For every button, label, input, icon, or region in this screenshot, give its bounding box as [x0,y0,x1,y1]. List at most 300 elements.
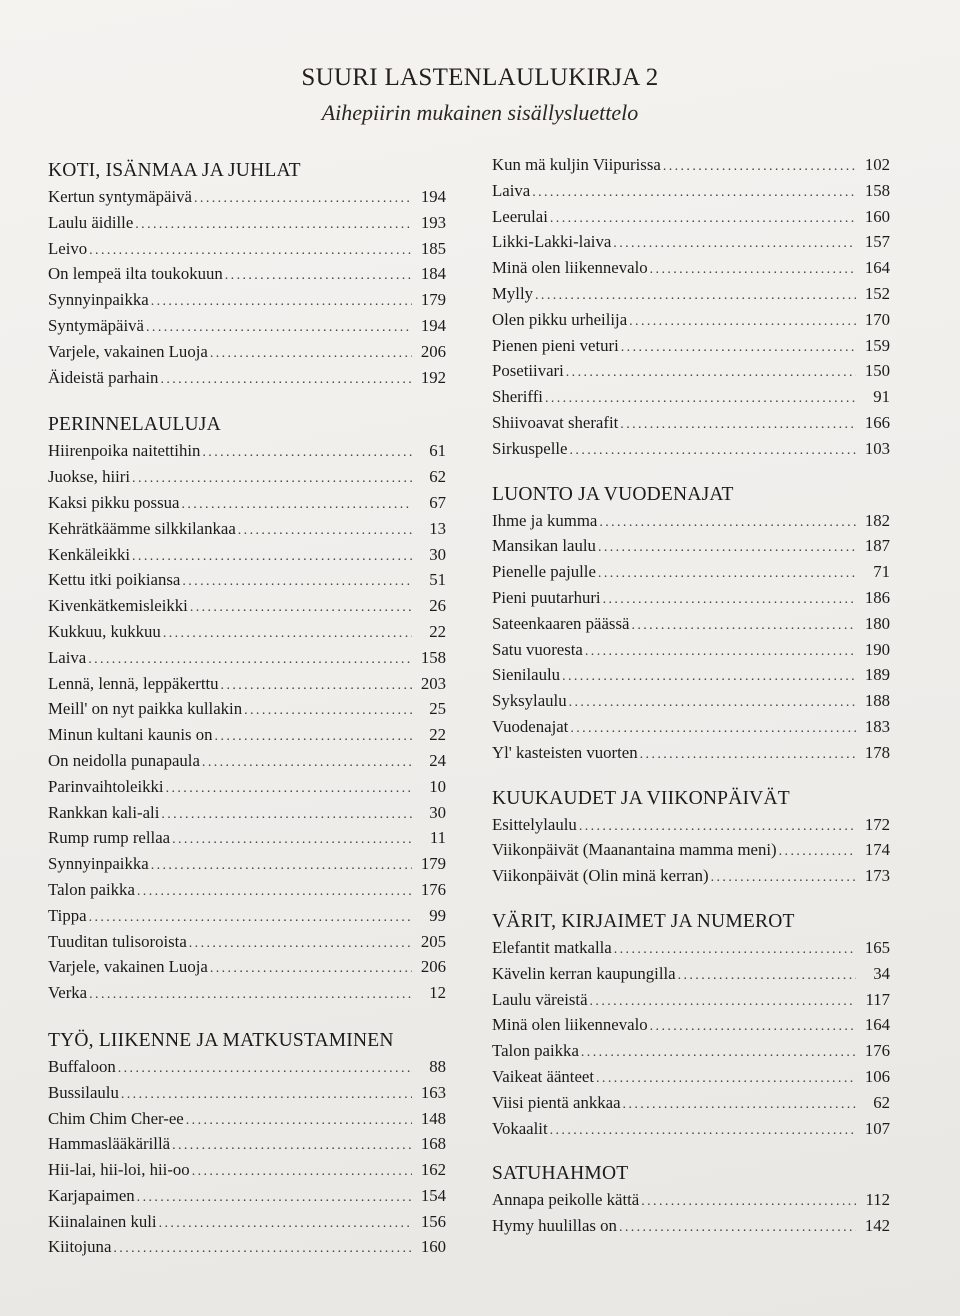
toc-entry [48,980,446,1006]
entry-title: Hammaslääkärillä [48,1134,171,1154]
entry-page-number: 179 [420,854,446,874]
entry-page-number: 51 [429,570,446,590]
entry-title: Sheriffi [492,387,543,407]
toc-entry [48,236,446,262]
entry-title: Pienelle pajulle [492,562,596,582]
toc-entry [48,696,446,722]
toc-entry [48,877,446,903]
entry-page-number: 203 [420,673,446,693]
toc-entry [48,903,446,929]
entry-page-number: 194 [420,315,446,335]
dot-leader [202,440,412,466]
entry-page-number: 12 [429,983,446,1003]
entry-title: Chim Chim Cher-ee [48,1108,184,1128]
entry-title: Laulu äidille [48,212,134,232]
entry-title: Tippa [48,905,87,925]
toc-entry [492,1116,890,1142]
entry-page-number: 158 [864,180,890,200]
toc-entry [492,837,890,863]
entry-title: Rankkan kali-ali [48,802,160,822]
toc-entry [48,210,446,236]
entry-page-number: 30 [429,802,446,822]
entry-page-number: 206 [420,957,446,977]
section-gap [492,462,890,482]
entry-title: Syksylaulu [492,691,567,711]
dot-leader [613,231,856,257]
toc-section [492,786,890,889]
dot-leader [641,1189,856,1215]
entry-title: Hii-lai, hii-loi, hii-oo [48,1160,190,1180]
entry-page-number: 176 [864,1041,890,1061]
entry-title: Olen pikku urheilija [492,309,628,329]
entry-title: Shiivoavat sherafit [492,412,619,432]
entry-title: Meill' on nyt paikka kullakin [48,699,243,719]
entry-title: Laiva [48,647,87,667]
toc-entry [48,774,446,800]
dot-leader [181,492,412,518]
entry-title: Verka [48,983,88,1003]
entry-page-number: 107 [864,1118,890,1138]
toc-entry [48,1234,446,1260]
entry-page-number: 157 [864,232,890,252]
dot-leader [570,438,856,464]
entry-page-number: 61 [429,441,446,461]
toc-entry [492,178,890,204]
dot-leader [166,776,412,802]
dot-leader [113,1236,412,1262]
entry-title: Bussilaulu [48,1082,119,1102]
left-column [48,158,446,1260]
dot-leader [550,206,856,232]
toc-entry [48,1131,446,1157]
entry-page-number: 163 [420,1082,446,1102]
entry-page-number: 112 [865,1190,890,1210]
toc-entry [48,1054,446,1080]
entry-page-number: 190 [864,639,890,659]
toc-entry [492,410,890,436]
dot-leader [89,905,412,931]
page-subtitle: Aihepiirin mukainen sisällysluettelo [321,100,639,125]
section-heading-satuhahmot: SATUHAHMOT [492,1163,629,1185]
section-gap [492,766,890,786]
dot-leader [640,742,856,768]
entry-page-number: 158 [420,647,446,667]
entry-title: Varjele, vakainen Luoja [48,341,208,361]
toc-entry [48,1080,446,1106]
entry-page-number: 154 [420,1185,446,1205]
dot-leader [202,750,412,776]
dot-leader [210,956,412,982]
entry-page-number: 62 [873,1092,890,1112]
entry-title: Hiirenpoika naitettihin [48,441,201,461]
dot-leader [620,412,856,438]
entry-page-number: 62 [429,467,446,487]
toc-entry [492,1064,890,1090]
section-gap [492,889,890,909]
toc-section [48,1028,446,1260]
entry-title: Kukkuu, kukkuu [48,621,161,641]
entry-title: Posetiivari [492,361,564,381]
entry-page-number: 168 [420,1134,446,1154]
entry-title: Mansikan laulu [492,536,596,556]
entry-title: Varjele, vakainen Luoja [48,957,208,977]
entry-page-number: 182 [864,510,890,530]
entry-title: Kun mä kuljin Viipurissa [492,155,661,174]
entry-page-number: 166 [864,412,890,432]
toc-entry [492,1213,890,1239]
dot-leader [711,865,856,891]
dot-leader [137,1185,412,1211]
toc-entry [492,281,890,307]
entry-page-number: 174 [864,840,890,860]
toc-entry [48,800,446,826]
dot-leader [581,1040,856,1066]
toc-entry [48,184,446,210]
entry-page-number: 194 [420,187,446,206]
dot-leader [550,1118,856,1144]
entry-title: Leivo [48,238,88,258]
dot-leader [225,263,412,289]
dot-leader [118,1056,412,1082]
entry-page-number: 26 [429,596,446,616]
book-title: SUURI LASTENLAULUKIRJA 2 [301,64,659,91]
dot-leader [579,814,856,840]
entry-title: Elefantit matkalla [492,937,612,957]
dot-leader [599,510,856,536]
entry-page-number: 10 [429,776,446,796]
dot-leader [210,341,412,367]
entry-page-number: 205 [420,931,446,951]
toc-entry [492,307,890,333]
entry-page-number: 160 [420,1237,446,1257]
entry-title: Kertun syntymäpäivä [48,187,193,206]
entry-title: On neidolla punapaula [48,750,200,770]
toc-entry [48,365,446,391]
toc-entry [492,384,890,410]
dot-leader [151,853,412,879]
entry-title: Vaikeat äänteet [492,1066,595,1086]
dot-leader [89,238,412,264]
entry-title: Mylly [492,283,534,303]
dot-leader [88,647,412,673]
entry-page-number: 152 [864,283,890,303]
entry-title: Ihme ja kumma [492,510,598,530]
entry-title: Annapa peikolle kättä [492,1190,640,1210]
toc-entry [48,464,446,490]
entry-page-number: 11 [429,828,446,848]
toc-entry [492,812,890,838]
entry-page-number: 142 [864,1216,890,1236]
dot-leader [215,724,412,750]
toc-entry [48,825,446,851]
toc-section [48,412,446,1006]
toc-entry [492,935,890,961]
dot-leader [146,315,412,341]
entry-page-number: 34 [873,963,890,983]
entry-page-number: 170 [864,309,890,329]
toc-section [492,152,890,462]
entry-title: Rump rump rellaa [48,828,171,848]
toc-entry [492,152,890,178]
toc-entry [492,436,890,462]
dot-leader [621,335,856,361]
dot-leader [121,1082,412,1108]
entry-title: Talon paikka [492,1041,579,1061]
dot-leader [603,587,856,613]
dot-leader [623,1092,856,1118]
dot-leader [160,367,412,393]
toc-entry [492,533,890,559]
entry-title: Minun kultani kaunis on [48,725,213,745]
toc-entry [48,1106,446,1132]
entry-title: Viikonpäivät (Olin minä kerran) [492,866,709,886]
entry-title: Kiinalainen kuli [48,1211,157,1231]
entry-page-number: 183 [864,716,890,736]
entry-title: Parinvaihtoleikki [48,776,164,796]
entry-page-number: 187 [864,536,890,556]
toc-entry [492,688,890,714]
toc-entry [492,1187,890,1213]
dot-leader [532,180,856,206]
toc-entry [48,671,446,697]
dot-leader [663,154,856,180]
dot-leader [132,544,412,570]
dot-leader [590,989,856,1015]
entry-title: Vokaalit [492,1118,548,1138]
entry-page-number: 178 [864,742,890,762]
toc-entry [48,619,446,645]
entry-page-number: 22 [429,725,446,745]
entry-title: Kettu itki poikiansa [48,570,181,590]
toc-entry [48,1157,446,1183]
toc-entry [48,1209,446,1235]
entry-title: Synnyinpaikka [48,854,149,874]
entry-page-number: 184 [420,264,446,284]
dot-leader [631,613,856,639]
entry-title: Kehrätkäämme silkkilankaa [48,518,236,538]
toc-entry [48,490,446,516]
entry-page-number: 180 [864,613,890,633]
dot-leader [650,257,856,283]
toc-entry [48,567,446,593]
dot-leader [186,1108,412,1134]
entry-title: Likki-Lakki-laiva [492,232,612,252]
section-gap [48,1006,446,1028]
dot-leader [545,386,856,412]
toc-entry [492,714,890,740]
dot-leader [132,466,412,492]
toc-entry [492,255,890,281]
entry-page-number: 186 [864,587,890,607]
dot-leader [238,518,412,544]
entry-page-number: 172 [864,814,890,834]
toc-section [492,482,890,766]
entry-page-number: 13 [429,518,446,538]
dot-leader [172,827,412,853]
entry-title: Kenkäleikki [48,544,131,564]
entry-page-number: 106 [864,1066,890,1086]
entry-page-number: 164 [864,1015,890,1035]
entry-page-number: 71 [873,562,890,582]
entry-page-number: 164 [864,258,890,278]
entry-page-number: 91 [873,387,890,407]
toc-entry [48,748,446,774]
entry-title: Viisi pientä ankkaa [492,1092,621,1112]
entry-title: Pienen pieni veturi [492,335,619,355]
toc-entry [48,593,446,619]
dot-leader [172,1133,412,1159]
section-heading-tyo-liikenne-ja-matkustaminen: TYÖ, LIIKENNE JA MATKUSTAMINEN [48,1029,394,1051]
entry-page-number: 179 [420,290,446,310]
entry-title: Laulu väreistä [492,989,588,1009]
entry-title: Kaksi pikku possua [48,492,180,512]
dot-leader [570,716,856,742]
entry-title: Sirkuspelle [492,438,568,458]
toc-entry [492,662,890,688]
entry-page-number: 25 [429,699,446,719]
toc-entry [492,508,890,534]
entry-title: Karjapaimen [48,1185,135,1205]
entry-page-number: 102 [864,155,890,174]
toc-entry [492,863,890,889]
entry-title: On lempeä ilta toukokuun [48,264,223,284]
section-heading-varit-kirjaimet-ja-numerot: VÄRIT, KIRJAIMET JA NUMEROT [492,910,795,932]
dot-leader [614,937,856,963]
entry-title: Yl' kasteisten vuorten [492,742,638,762]
entry-page-number: 160 [864,206,890,226]
entry-page-number: 24 [429,750,446,770]
toc-entry [492,1090,890,1116]
entry-page-number: 103 [864,438,890,458]
toc-entry [492,740,890,766]
toc-entry [492,204,890,230]
entry-title: Buffaloon [48,1056,116,1076]
toc-entry [492,961,890,987]
toc-entry [48,645,446,671]
toc-entry [48,516,446,542]
entry-page-number: 159 [864,335,890,355]
dot-leader [163,621,412,647]
toc-entry [492,611,890,637]
dot-leader [535,283,856,309]
dot-leader [192,1159,412,1185]
toc-entry [492,333,890,359]
toc-entry [492,1012,890,1038]
entry-title: Synnyinpaikka [48,290,149,310]
toc-section [492,909,890,1141]
toc-entry [48,954,446,980]
dot-leader [585,639,856,665]
entry-page-number: 30 [429,544,446,564]
toc-entry [48,722,446,748]
entry-page-number: 150 [864,361,890,381]
section-gap [48,390,446,412]
dot-leader [151,289,412,315]
entry-page-number: 176 [420,879,446,899]
dot-leader [678,963,856,989]
toc-entry [492,637,890,663]
entry-page-number: 67 [429,492,446,512]
dot-leader [135,212,412,238]
toc-entry [48,1183,446,1209]
entry-title: Sateenkaaren päässä [492,613,630,633]
toc-entry [492,987,890,1013]
section-heading-perinnelauluja: PERINNELAULUJA [48,414,221,436]
right-column [492,152,890,1239]
entry-page-number: 22 [429,621,446,641]
entry-title: Kivenkätkemisleikki [48,596,188,616]
toc-entry [492,559,890,585]
dot-leader [650,1014,856,1040]
toc-entry [48,851,446,877]
entry-title: Talon paikka [48,879,135,899]
section-gap [492,1141,890,1161]
entry-title: Esittelylaulu [492,814,577,834]
entry-page-number: 99 [429,905,446,925]
entry-title: Kiitojuna [48,1237,112,1257]
entry-page-number: 192 [420,367,446,387]
entry-page-number: 162 [420,1160,446,1180]
entry-title: Vuodenajat [492,716,569,736]
dot-leader [569,690,856,716]
dot-leader [562,664,856,690]
entry-title: Pieni puutarhuri [492,587,601,607]
dot-leader [244,698,412,724]
entry-page-number: 188 [864,691,890,711]
dot-leader [189,931,412,957]
entry-title: Äideistä parhain [48,367,159,387]
dot-leader [161,802,412,828]
entry-title: Minä olen liikennevalo [492,1015,648,1035]
dot-leader [598,561,856,587]
entry-title: Hymy huulillas on [492,1216,617,1236]
entry-title: Sienilaulu [492,665,561,685]
entry-page-number: 117 [865,989,890,1009]
dot-leader [629,309,856,335]
entry-title: Kävelin kerran kaupungilla [492,963,676,983]
toc-entry [48,287,446,313]
entry-page-number: 206 [420,341,446,361]
entry-title: Minä olen liikennevalo [492,258,648,278]
toc-entry [48,339,446,365]
toc-entry [492,1038,890,1064]
dot-leader [619,1215,856,1241]
dot-leader [194,186,412,212]
entry-page-number: 193 [420,212,446,232]
dot-leader [221,673,412,699]
toc-entry [48,929,446,955]
toc-section [48,158,446,390]
entry-title: Lennä, lennä, leppäkerttu [48,673,219,693]
section-heading-kuukaudet-ja-viikonpaivat: KUUKAUDET JA VIIKONPÄIVÄT [492,787,790,809]
toc-entry [492,229,890,255]
dot-leader [596,1066,856,1092]
toc-section [492,1161,890,1239]
toc-entry [492,585,890,611]
dot-leader [89,982,412,1008]
dot-leader [182,569,412,595]
entry-page-number: 189 [864,665,890,685]
entry-page-number: 88 [429,1056,446,1076]
toc-entry [48,313,446,339]
toc-entry [492,358,890,384]
section-heading-luonto-ja-vuodenajat: LUONTO JA VUODENAJAT [492,483,734,505]
dot-leader [137,879,412,905]
entry-page-number: 185 [420,238,446,258]
dot-leader [159,1211,412,1237]
entry-title: Laiva [492,180,531,200]
entry-title: Juokse, hiiri [48,467,131,487]
